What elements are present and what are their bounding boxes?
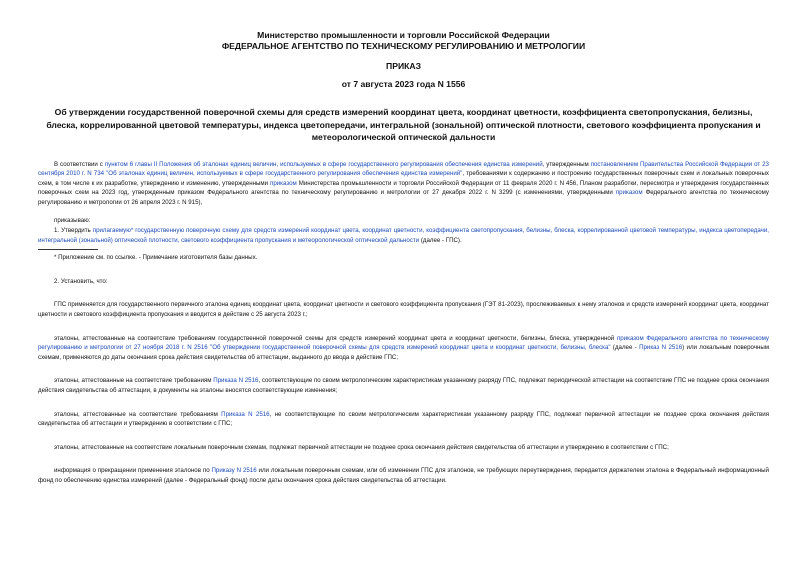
- link-order-456[interactable]: приказом: [270, 179, 297, 187]
- link-attached-scheme[interactable]: прилагаемую* государственную поверочную схему для средств измерений координат цвета, координат цветности, коэффициента светопропускания, белизны, блеска, коррелированной цветовой температуры, индекса цветопередачи, интегральной (зональной) оптической плотности, светового коэффициента пропускания и метеорологической оптической дальности: [38, 227, 769, 244]
- agency-name: ФЕДЕРАЛЬНОЕ АГЕНТСТВО ПО ТЕХНИЧЕСКОМУ РЕГУЛИРОВАНИЮ И МЕТРОЛОГИИ: [221, 41, 586, 51]
- document-type: ПРИКАЗ: [386, 61, 421, 71]
- text-run: В соответствии с: [54, 160, 105, 168]
- text-run: (далее -: [610, 344, 640, 352]
- text-run: , не соответствующие по своим метрологическим характеристикам указанному разряду ГПС, подлежат первичной аттестации не позднее срока окончания действия свидетельства об аттестации и утверждению в соответствии с ГПС;: [38, 410, 770, 428]
- footnote-divider: [38, 249, 98, 250]
- text-run: Федерального агентства по техническому регулированию и метрологии от 26 апреля 2023 г. N 915),: [38, 189, 769, 206]
- link-order-2516-short[interactable]: Приказ N 2516: [639, 344, 683, 352]
- document-date-number: от 7 августа 2023 года N 1556: [341, 79, 466, 89]
- link-regulation-point-6[interactable]: пунктом 6 главы II Положения об эталонах единиц величин, используемых в сфере государственного регулирования обеспечения единства измерений: [104, 160, 543, 168]
- link-order-2516[interactable]: Приказа N 2516: [221, 410, 270, 418]
- text-run: или локальным поверочным схемам, или об изменении ГПС для эталонов, не требующих переутверждения, передается держателем эталона в Федеральный информационный фонд по обеспечению единства измерений (далее - Федеральный фонд) после даты окончания срока действия свидетельства об аттестации.: [38, 467, 769, 484]
- text-run: (далее - ГПС).: [419, 236, 462, 244]
- clause-5: эталоны, аттестованные на соответствие локальным поверочным схемам, подлежат первичной аттестации не позднее срока окончания действия свидетельства об аттестации и утверждению в соответствии с ГПС;: [54, 443, 669, 451]
- text-run: информация о прекращении применения эталонов по: [54, 467, 212, 475]
- text-run: эталоны, аттестованные на соответствие требованиям: [54, 377, 214, 385]
- clause-1: ГПС применяется для государственного первичного эталона единиц координат цвета, координат цветности и светового коэффициента пропускания (ГЭТ 81-2023), прослеживаемых к нему эталонов и средств измерений координат цвета, координат цветности и светового коэффициента пропускания и вводится в действие с 25 августа 2023 г.;: [38, 301, 769, 319]
- clause-6: [38, 466, 769, 485]
- link-government-decree-734[interactable]: постановлением Правительства Российской Федерации от 23 сентября 2010 г. N 734 "Об эталонах единиц величин, используемых в сфере государственного регулирования обеспечения единства измерений": [38, 160, 769, 178]
- text-run: , соответствующие по своим метрологическим характеристикам указанному разряду ГПС, подлежат периодической аттестации на соответствие ГПС не позднее срока окончания действия свидетельства об аттестации, в документы на эталоны вносятся соответствующие изменения;: [38, 377, 770, 394]
- preamble-paragraph: [38, 160, 769, 208]
- text-run: , требованиями к содержанию и построению государственных поверочных схем и локальных поверочных схем, в том числе к их разработке, утверждению и изменению, утвержденными: [38, 170, 770, 187]
- document-body: [38, 160, 769, 486]
- text-run: , утвержденным: [542, 160, 591, 168]
- text-run: ) или локальным поверочным схемам, применяются до даты окончания срока действия свидетельства об аттестации, выданного до ввода в действие ГПС;: [38, 344, 770, 361]
- text-run: 1. Утвердить: [54, 227, 93, 235]
- link-order-2516-full[interactable]: приказом Федерального агентства по техническому регулированию и метрологии от 27 ноября 2018 г. N 2516 "Об утверждении государственной поверочной схемы для средств измерений координат цвета и координат цветности, белизны, блеска": [38, 334, 769, 352]
- item-1-paragraph: [38, 226, 769, 245]
- footnote: * Приложение см. по ссылке. - Примечание изготовителя базы данных.: [54, 254, 258, 262]
- item-2-paragraph: 2. Установить, что:: [54, 277, 108, 285]
- text-run: Министерства промышленности и торговли Российской Федерации от 11 февраля 2020 г. N 456, Планом разработки, пересмотра и утверждения государственных поверочных схем на 2023 год, утвержденным приказом Федерального агентства по техническому регулированию и метрологии от 27 декабря 2022 г. N 3299 (с изменениями, утвержденными: [38, 179, 770, 197]
- ministry-name: Министерство промышленности и торговли Российской Федерации: [257, 30, 550, 40]
- clause-4: [38, 410, 769, 429]
- clause-2: [38, 334, 769, 363]
- order-word: приказываю:: [54, 217, 91, 225]
- link-order-2516[interactable]: Приказу N 2516: [211, 467, 257, 475]
- text-run: эталоны, аттестованные на соответствие требованиям: [54, 410, 222, 418]
- document-title: Об утверждении государственной поверочной схемы для средств измерений координат цвета, координат цветности, коэффициента светопропускания, белизны, блеска, коррелированной цветовой температуры, индекса цветопередачи, интегральной (зональной) оптической плотности, светового коэффициента пропускания и метеорологической оптической дальности: [46, 107, 761, 142]
- link-order-2516[interactable]: Приказа N 2516: [213, 377, 259, 385]
- text-run: эталоны, аттестованные на соответствие требованиям государственной поверочной схемы для средств измерений координат цвета и координат цветности, белизны, блеска, утвержденной: [54, 334, 617, 342]
- link-order-915[interactable]: приказом: [615, 189, 643, 197]
- clause-3: [38, 376, 769, 395]
